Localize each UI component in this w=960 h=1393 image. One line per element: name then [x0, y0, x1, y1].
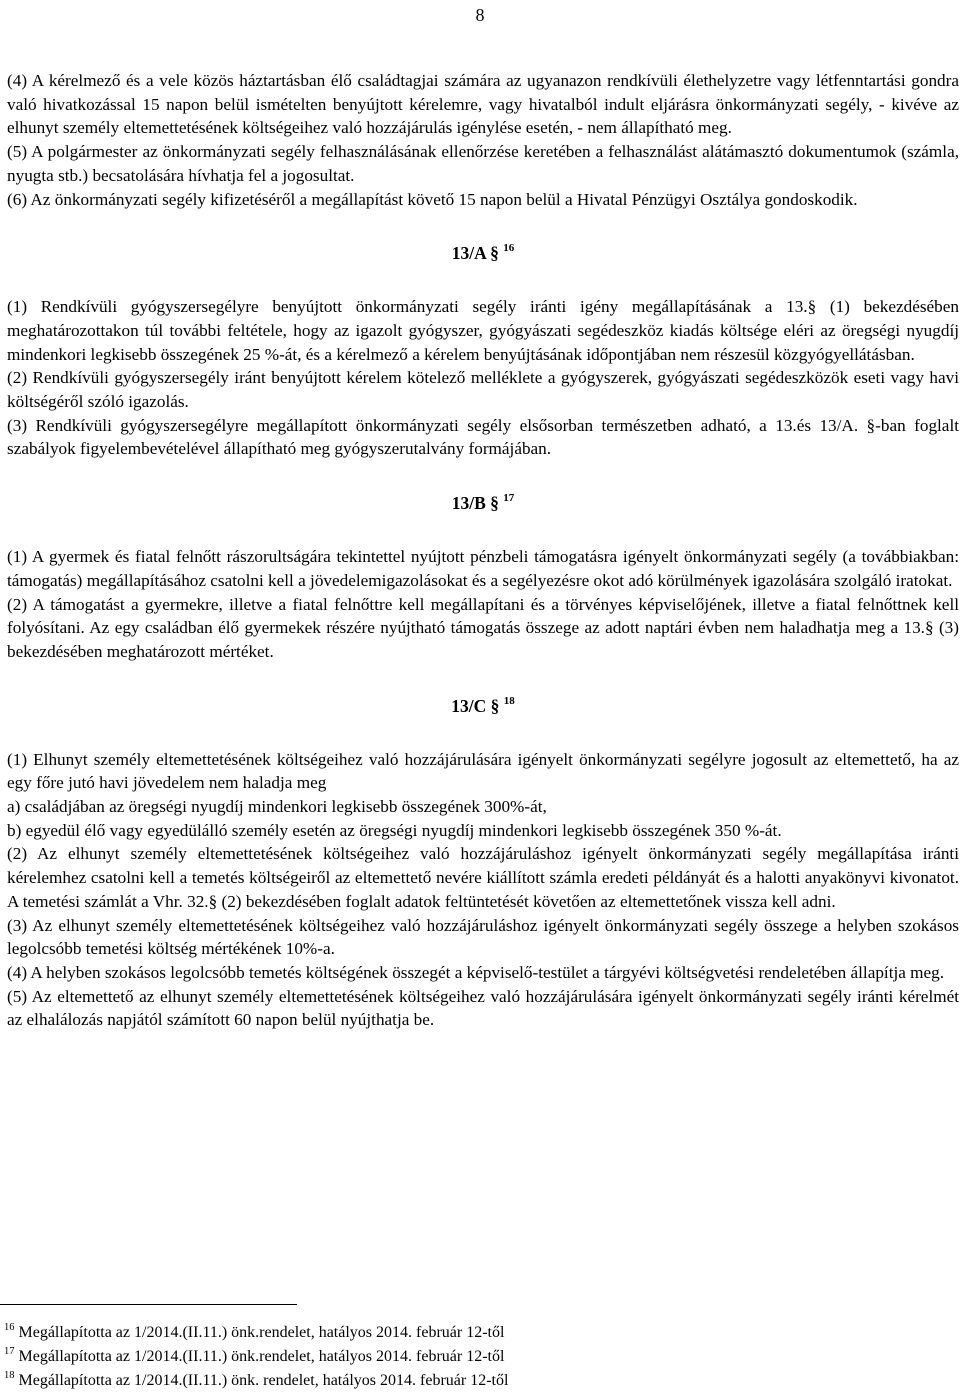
footnote-ref: 16	[503, 242, 515, 255]
footnote-ref: 17	[503, 492, 515, 505]
paragraph: (5) Az eltemettető az elhunyt személy eltemettetésének költségeihez való hozzájárulására igényelt önkormányzati segély iránti kérelmét az elhalálozás napjától számított 60 napon belül nyújthatja be.	[7, 986, 959, 1030]
paragraph: (2) Az elhunyt személy eltemettetésének költségeihez való hozzájáruláshoz igényelt önkormányzati segély megállapítása iránti kérelemhez csatolni kell a temetés költségeiről az eltemettető nevére kiállított számla eredeti példányát és a halotti anyakönyvi kivonatot. A temetési számlát a Vhr. 32.§ (2) bekezdésében foglalt adatok feltüntetését követően az eltemettetőnek vissza kell adni.	[7, 844, 959, 911]
paragraph: (3) Rendkívüli gyógyszersegélyre megállapított önkormányzati segély elsősorban természetben adható, a 13.és 13/A. §-ban foglalt szabályok figyelembevételével állapítható meg gyógyszerutalvány formájában.	[7, 415, 959, 459]
footnote-ref: 18	[503, 694, 515, 707]
list-item: a) családjában az öregségi nyugdíj mindenkori legkisebb összegének 300%-át,	[7, 797, 547, 817]
list-item: b) egyedül élő vagy egyedülálló személy esetén az öregségi nyugdíj mindenkori legkisebb összegének 350 %-át.	[7, 820, 782, 840]
footnote	[4, 1321, 944, 1345]
page-number: 8	[475, 5, 485, 25]
paragraph: (4) A helyben szokásos legolcsóbb temetés költségének összegét a képviselő-testület a tárgyévi költségvetési rendeletében állapítja meg.	[7, 962, 945, 982]
section-heading-text: 13/A §	[451, 243, 499, 264]
paragraph: (5) A polgármester az önkormányzati segély felhasználásának ellenőrzése keretében a felhasználást alátámasztó dokumentumok (számla, nyugta stb.) becsatolására hívhatja fel a jogosultat.	[7, 142, 959, 185]
section-heading-13a	[7, 241, 959, 265]
section-heading-13c	[7, 694, 959, 718]
paragraph: (2) Rendkívüli gyógyszersegély iránt benyújtott kérelem kötelező melléklete a gyógyszerek, gyógyászati segédeszközök eseti vagy havi költségéről szóló igazolás.	[7, 368, 959, 412]
paragraph: (1) A gyermek és fiatal felnőtt rászorultságára tekintettel nyújtott pénzbeli támogatásra igényelt önkormányzati segély (a továbbiakban: támogatás) megállapításához csatolni kell a jövedelemigazolásokat és a segélyezésre okot adó körülmények igazolására szolgáló iratokat.	[7, 547, 959, 590]
paragraph: (2) A támogatást a gyermekre, illetve a fiatal felnőttre kell megállapítani és a törvényes képviselőjének, illetve a fiatal felnőttnek kell folyósítani. Az egy családban élő gyermekek részére nyújtható támogatás összege az adott naptári évben nem haladhatja meg a 13.§ (3) bekezdésében meghatározott mértéket.	[7, 594, 959, 661]
paragraph: (4) A kérelmező és a vele közös háztartásban élő családtagjai számára az ugyanazon rendkívüli élethelyzetre vagy létfenntartási gondra való hivatkozással 15 napon belül ismételten benyújtott kérelemre, vagy hivatalból indult eljárásra önkormányzati segély, - kivéve az elhunyt személy eltemettetésének költségeihez való hozzájárulás igénylése esetén, - nem állapítható meg.	[7, 71, 959, 138]
section-heading-13b	[7, 491, 959, 515]
footnote-text: Megállapította az 1/2014.(II.11.) önk.rendelet, hatályos 2014. február 12-től	[18, 1348, 505, 1365]
paragraph: (6) Az önkormányzati segély kifizetéséről a megállapítást követő 15 napon belül a Hivatal Pénzügyi Osztálya gondoskodik.	[7, 189, 858, 209]
paragraph: (1) Rendkívüli gyógyszersegélyre benyújtott önkormányzati segély iránti igény megállapításának a 13.§ (1) bekezdésében meghatározottakon túl további feltétele, hogy az igazolt gyógyszer, gyógyászati segédeszköz kiadás költsége eléri az öregségi nyugdíj mindenkori legkisebb összegének 25 %-át, és a kérelmező a kérelem benyújtásának időpontjában nem részesül közgyógyellátásban.	[7, 297, 959, 364]
document-body	[7, 69, 959, 1032]
footnote-text: Megállapította az 1/2014.(II.11.) önk.rendelet, hatályos 2014. február 12-től	[18, 1324, 505, 1341]
footnotes	[4, 1321, 944, 1393]
footnote-number: 18	[4, 1370, 15, 1381]
footnote	[4, 1345, 944, 1369]
section-heading-text: 13/B §	[451, 493, 499, 514]
footnote-text: Megállapította az 1/2014.(II.11.) önk. rendelet, hatályos 2014. február 12-től	[18, 1372, 509, 1389]
paragraph: (3) Az elhunyt személy eltemettetésének költségeihez való hozzájáruláshoz igényelt önkormányzati segély összege a helyben szokásos legolcsóbb temetési költség mértékének 10%-a.	[7, 915, 959, 959]
section-heading-text: 13/C §	[451, 695, 500, 716]
footnote-number: 16	[4, 1322, 15, 1333]
paragraph: (1) Elhunyt személy eltemettetésének költségeihez való hozzájárulására igényelt önkormányzati segélyre jogosult az eltemettető, ha az egy főre jutó havi jövedelem nem haladja meg	[7, 749, 959, 793]
footnote	[4, 1369, 944, 1393]
footnote-divider	[0, 1304, 297, 1305]
footnote-number: 17	[4, 1346, 15, 1357]
